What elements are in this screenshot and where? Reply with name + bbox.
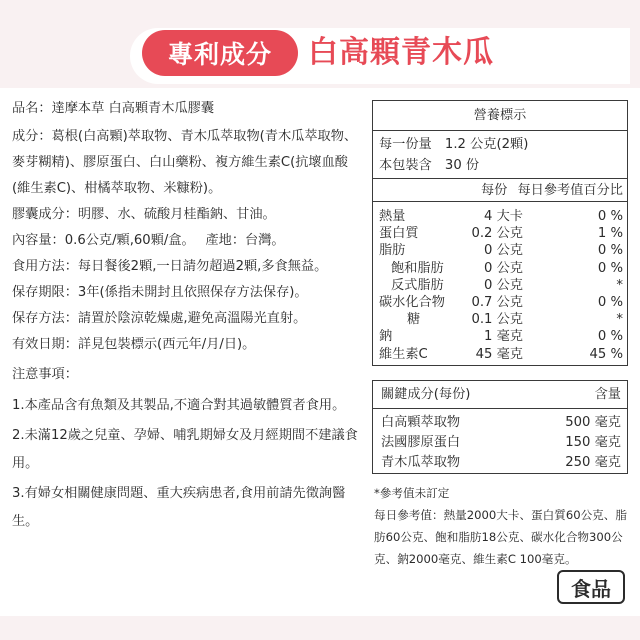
nutrient-daily-value: 0 % xyxy=(597,243,623,259)
nutrient-value: 1 毫克 xyxy=(484,329,523,345)
nutrient-value: 0 公克 xyxy=(484,260,523,276)
nutrient-value: 0 公克 xyxy=(484,243,523,259)
content-origin-row xyxy=(12,228,364,254)
nutrient-daily-value: 0 % xyxy=(597,329,623,345)
header-title: 白高顆青木瓜 xyxy=(308,35,494,70)
nutrition-column-header xyxy=(373,178,627,202)
key-ingredient-amount: 500 毫克 xyxy=(565,415,621,430)
nutrition-rows xyxy=(373,202,627,363)
key-ingredients-header xyxy=(373,381,627,409)
col-per-serving: 每份 xyxy=(481,183,508,198)
col-amount: 含量 xyxy=(594,387,621,402)
ingredients: 成分：葛根(白高顆)萃取物、青木瓜萃取物(青木瓜萃取物、麥芽糊精)、膠原蛋白、白山藥粉、複方維生素C(抗壞血酸(維生素C)、柑橘萃取物、米糠粉)。 xyxy=(12,129,358,196)
nutrient-name: 熱量 xyxy=(379,209,406,224)
nutrient-name: 飽和脂肪 xyxy=(391,260,444,276)
nutrient-name: 鈉 xyxy=(379,329,393,345)
nutrition-facts-table xyxy=(372,100,628,366)
notice-item: 2.未滿12歲之兒童、孕婦、哺乳期婦女及月經期間不建議食用。 xyxy=(12,428,358,471)
col-daily-value: 每日參考值百分比 xyxy=(517,183,623,198)
key-ingredient-amount: 150 毫克 xyxy=(565,435,621,450)
nutrition-row xyxy=(373,225,627,242)
nutrient-value: 0.7 公克 xyxy=(471,294,523,310)
nutrient-value: 0.2 公克 xyxy=(471,226,523,242)
nutrient-value: 45 毫克 xyxy=(475,346,523,362)
nutrient-name: 維生素C xyxy=(379,346,428,362)
nutrition-row xyxy=(373,260,627,277)
key-ingredient-name: 白高顆萃取物 xyxy=(381,415,461,430)
shelf-life: 保存期限：3年(係指未開封且依照保存方法保存)。 xyxy=(12,285,308,300)
notes xyxy=(374,482,630,570)
nutrient-daily-value: 0 % xyxy=(597,294,623,310)
footnote: *參考值未訂定 xyxy=(374,486,450,500)
key-ingredients-table xyxy=(372,380,628,474)
servings-per-pack: 本包裝含 30 份 xyxy=(379,158,480,173)
key-ingredient-rows xyxy=(373,409,627,473)
nutrient-daily-value: * xyxy=(616,312,623,328)
nutrient-daily-value: 1 % xyxy=(597,226,623,242)
key-ingredients-title: 關鍵成分(每份) xyxy=(381,387,471,402)
origin: 產地：台灣。 xyxy=(205,233,285,248)
nutrient-value: 0.1 公克 xyxy=(471,312,523,328)
nutrient-daily-value: 0 % xyxy=(597,260,623,276)
key-ingredient-row xyxy=(373,413,627,433)
nutrient-name: 蛋白質 xyxy=(379,226,419,242)
nutrition-row xyxy=(373,311,627,328)
content-amount: 內容量：0.6公克/顆,60顆/盒。 xyxy=(12,233,189,248)
food-badge: 食品 xyxy=(557,570,625,604)
nutrient-daily-value: 45 % xyxy=(589,346,623,362)
nutrient-name: 糖 xyxy=(407,312,421,328)
nutrition-row xyxy=(373,242,627,259)
nutrition-row xyxy=(373,294,627,311)
key-ingredient-name: 法國膠原蛋白 xyxy=(381,435,461,450)
usage: 食用方法：每日餐後2顆,一日請勿超過2顆,多食無益。 xyxy=(12,259,328,274)
notice-item: 1.本產品含有魚類及其製品,不適合對其過敏體質者食用。 xyxy=(12,398,346,413)
capsule-ingredients: 膠囊成分：明膠、水、硫酸月桂酯鈉、甘油。 xyxy=(12,207,276,222)
product-name: 品名：達摩本草 白高顆青木瓜膠囊 xyxy=(12,101,215,116)
serving-block xyxy=(373,131,627,176)
key-ingredient-name: 青木瓜萃取物 xyxy=(381,455,461,470)
product-info xyxy=(12,96,364,536)
bottom-band xyxy=(0,616,640,640)
patent-badge: 專利成分 xyxy=(142,30,298,76)
header xyxy=(0,0,640,88)
serving-size: 每一份量 1.2 公克(2顆) xyxy=(379,137,529,152)
nutrition-title: 營養標示 xyxy=(373,101,627,131)
nutrient-name: 反式脂肪 xyxy=(391,277,444,293)
nutrient-name: 碳水化合物 xyxy=(379,294,445,310)
nutrient-value: 0 公克 xyxy=(484,277,523,293)
nutrition-row xyxy=(373,208,627,225)
notice-item: 3.有婦女相關健康問題、重大疾病患者,食用前請先徵詢醫生。 xyxy=(12,486,346,529)
nutrient-value: 4 大卡 xyxy=(484,209,523,224)
nutrition-row xyxy=(373,328,627,345)
nutrient-daily-value: * xyxy=(616,277,623,293)
storage: 保存方法：請置於陰涼乾燥處,避免高溫陽光直射。 xyxy=(12,311,307,326)
key-ingredient-row xyxy=(373,453,627,473)
nutrient-daily-value: 0 % xyxy=(597,209,623,224)
nutrition-row xyxy=(373,277,627,294)
expiry: 有效日期：詳見包裝標示(西元年/月/日)。 xyxy=(12,337,256,352)
nutrition-row xyxy=(373,346,627,363)
nutrient-name: 脂肪 xyxy=(379,243,406,259)
daily-reference: 每日參考值：熱量2000大卡、蛋白質60公克、脂肪60公克、飽和脂肪18公克、碳水化合物300公克、鈉2000毫克、維生素C 100毫克。 xyxy=(374,508,627,566)
key-ingredient-amount: 250 毫克 xyxy=(565,455,621,470)
key-ingredient-row xyxy=(373,433,627,453)
notice-title: 注意事項： xyxy=(12,367,78,382)
